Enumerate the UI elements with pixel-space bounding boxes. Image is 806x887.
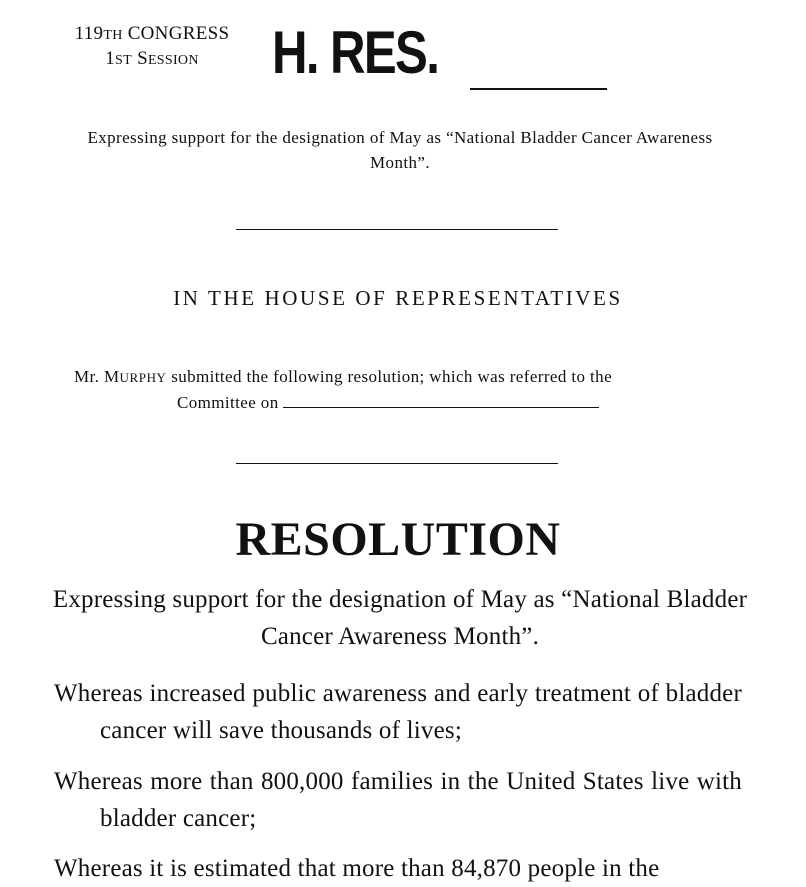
session-number: 1	[105, 48, 116, 69]
long-title: Expressing support for the designation of May as “National Bladder Cancer Awareness Month”.	[52, 586, 748, 650]
committee-blank	[283, 393, 599, 408]
session-line	[52, 47, 252, 72]
sponsor-prefix: Mr.	[74, 367, 100, 386]
short-title: Expressing support for the designation of May as “National Bladder Cancer Awareness Month”.	[87, 128, 713, 172]
document-type-heading: RESOLUTION	[235, 513, 561, 566]
sponsor-statement	[74, 364, 734, 415]
congress-word: CONGRESS	[127, 23, 230, 44]
whereas-clause: Whereas more than 800,000 families in the United States live with bladder cancer;	[54, 768, 742, 832]
session-word: SESSION	[137, 48, 199, 69]
congress-line	[52, 22, 252, 47]
divider-bottom	[236, 463, 558, 464]
chamber-heading: IN THE HOUSE OF REPRESENTATIVES	[173, 286, 623, 310]
congress-suffix: TH	[103, 28, 123, 43]
sponsor-name	[104, 367, 167, 386]
sponsor-name-rest: URPHY	[119, 370, 167, 385]
whereas-clause: Whereas it is estimated that more than 84,870 people in the	[54, 855, 660, 882]
congress-number: 119	[74, 23, 104, 44]
divider-top	[236, 229, 558, 230]
sponsor-name-initial: M	[103, 367, 120, 386]
session-suffix: ST	[115, 53, 132, 68]
whereas-clause: Whereas increased public awareness and early treatment of bladder cancer will save thousands of lives;	[54, 680, 742, 744]
congress-session-block	[52, 22, 252, 72]
bill-number-blank	[470, 88, 607, 90]
committee-line	[74, 390, 734, 415]
sponsor-action-line1: submitted the following resolution; which was referred to the	[171, 367, 613, 386]
bill-type: H. RES.	[272, 19, 439, 86]
committee-label: Committee on	[177, 393, 279, 412]
